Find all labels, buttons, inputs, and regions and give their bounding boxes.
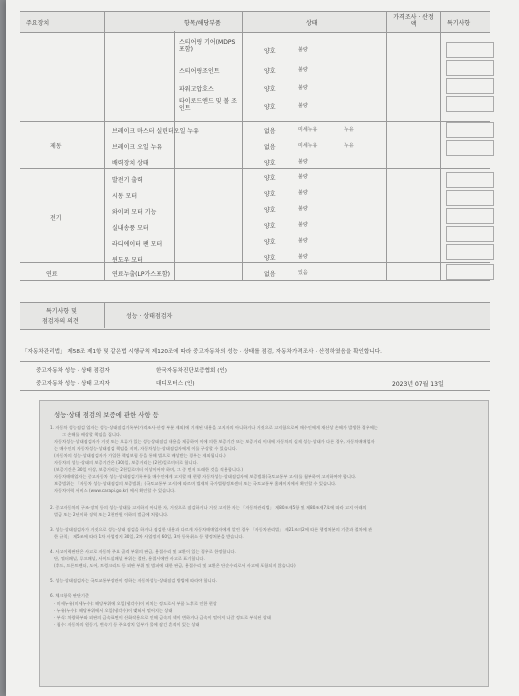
status-opt2-8: 불량: [298, 190, 308, 196]
opinion-label-1: 특기사항 및: [46, 308, 77, 315]
status-opt2-3: 불량: [298, 103, 308, 109]
section-line-fuel-end: [20, 280, 490, 281]
header-status: 상태: [306, 20, 318, 27]
col-line-5: [440, 11, 441, 280]
notice-line: 자동차이력 서비스 (www.carapi.go.kr) 에서 확인할 수 있습니다.: [54, 488, 176, 493]
notice-line: · 침수: 자동차의 원동기, 변속기 등 주요장치 일부가 물에 잠긴 흔적이 있는 상태: [54, 622, 200, 627]
notice-line: 보증범위는 「자동차 성능·상태점검의 보증범위」(국토교통부 고시)에 따르며 법제처 국가법령정보센터 또는 국토교통부 홈페이지에서 확인할 수 있습니다.: [54, 481, 337, 486]
status-opt2-9: 불량: [298, 206, 308, 212]
notice-line: 자동차매매업자는 중고자동차 성능·상태점검기록부를 매수인에게 고지할 때 현행 자동차성능·상태점검자에 보증범위(국토교통부 고시)를 첨부하여 고지하여야 합니다.: [54, 474, 357, 479]
status-opt1-1: 양호: [264, 68, 276, 75]
notifier-signature-value: 대디모터스 (인): [156, 381, 195, 387]
section-line-brake-end: [20, 168, 490, 169]
item-steering-joint: 스티어링조인트: [179, 68, 220, 75]
signature-top-line: [20, 361, 490, 362]
status-opt1-13: 없음: [264, 271, 276, 278]
notes-box-5: [446, 122, 494, 138]
notice-line: 자동차의 성능·상태의 보증기간은 (30)일, 보증거리는 (2천)킬로미터로 합니다.: [54, 460, 198, 465]
status-opt1-11: 양호: [264, 239, 276, 246]
status-opt2-2: 불량: [298, 85, 308, 91]
notes-box-12: [446, 264, 494, 280]
notes-box-8: [446, 190, 494, 206]
header-price-check-text: 가격조사 · 산정액: [393, 14, 434, 28]
status-opt2-4: 미세누유: [298, 127, 318, 133]
status-opt2-1: 불량: [298, 67, 308, 73]
status-opt2-13: 있음: [298, 270, 308, 276]
notice-line: 자동차성능·상태점검자가 거짓 또는 오류가 있는 성능상태점검 내용을 제공하여 이에 의한 보증기간 또는 보증거리 이내에 자동차의 실제 성능·상태가 다른 경우, 자동차매매업자: [54, 439, 375, 444]
header-price-check: [391, 14, 436, 28]
notice-line: 그 손해를 배상할 책임을 집니다.: [62, 432, 122, 437]
notice-line: 벌금 또는 2년이하 징역 또는 2천만원 이하의 벌금에 처합니다.: [54, 512, 169, 517]
item-wiper: 와이퍼 모터 기능: [112, 209, 157, 216]
status-opt1-9: 양호: [264, 207, 276, 214]
notes-box-1: [446, 42, 494, 58]
item-alternator: 발전기 출력: [112, 177, 143, 184]
notice-title: 성능·상태 점검의 보증에 관한 사항 등: [54, 411, 159, 419]
notes-box-4: [446, 96, 494, 112]
notice-line: 1. 자동차 성능점검 업자는 성능·상태점검기록부(가격조사·산정 부분 제외)에 기재된 내용을 고지자의 아니하거나 거짓으로 고지함으로써 매수인에게 재산상 손해가 발생한 경우에는: [50, 425, 378, 430]
notice-line: 4. 사고이력판단은 사고로 자동차 주요 골격 부위의 판금, 용접수리 및 교환이 있는 경우로 한정합니다.: [50, 549, 236, 554]
item-steering-gear-text: 스티어링 기어(MDPS포함): [179, 39, 236, 53]
status-opt1-0: 양호: [264, 48, 276, 55]
confirmation-statement: 「자동차관리법」 제58조 제1항 및 같은법 시행규칙 제120조에 따라 중고자동차의 성능 · 상태를 점검, 자동차가격조사 · 산정하였음을 확인합니다.: [22, 349, 382, 355]
status-opt3-4: 누유: [344, 127, 354, 133]
notes-box-11: [446, 244, 494, 260]
item-power-hose: 파워고압호스: [179, 86, 214, 93]
item-window-motor: 윈도우 모터: [112, 257, 143, 264]
status-opt1-7: 양호: [264, 175, 276, 182]
section-line-electric-end: [20, 262, 490, 263]
col-line-2: [174, 31, 175, 280]
notes-box-6: [446, 140, 494, 156]
notice-line: · 부식: 차량하부와 외판의 금속표면이 산화작용으로 인해 금속의 색이 변하거나 금속이 떨어져 나갈 정도로 부식된 상태: [54, 615, 271, 620]
header-main-device: 주요장치: [26, 20, 50, 27]
notice-line: 한 규칙」 제5조에 따라 1차 사업정지 30일, 2차 사업정지 60일, 3차 등록취소 등 행정처분을 받습니다.: [54, 534, 244, 539]
opinion-label-2: 점검자의 의견: [42, 318, 79, 325]
notice-line: · 누유(누수): 해당부위에서 오일(냉각수)이 맺혀서 떨어지는 상태: [54, 608, 173, 613]
status-opt1-5: 없음: [264, 144, 276, 151]
signature-bottom-line: [20, 390, 490, 391]
inspector-signature-value: 한국자동차진단보증협회 (인): [156, 368, 227, 374]
item-tie-rod-text: 타이로드엔드 및 볼 조인트: [179, 98, 237, 112]
opinion-inspector-label: 성능 · 상태점검자: [126, 313, 173, 320]
notice-line: (자동차의 성능·상태점검자가 가입한 책임보험 등을 통해 법으로 배상받는 경우는 제외됩니다.): [54, 453, 226, 458]
notes-box-3: [446, 78, 494, 94]
item-blower: 실내송풍 모터: [112, 225, 149, 232]
notice-line: 단, 쿼터패널, 루프패널, 사이드실패널 부위는 절단, 용접시에만 사고로 표기합니다.: [54, 556, 205, 561]
item-brake-oil: 브레이크 오일 누유: [112, 144, 163, 151]
notice-line: (후드, 프론트펜더, 도어, 트렁크리드 등 외판 부위 및 범퍼에 대한 판금, 용접수리 및 교환은 단순수리로서 사고에 포함되지 않습니다): [54, 563, 296, 568]
status-opt2-0: 불량: [298, 47, 308, 53]
status-opt1-10: 양호: [264, 223, 276, 230]
status-opt2-7: 불량: [298, 174, 308, 180]
item-tie-rod: [179, 98, 241, 112]
notice-line: 6. 체크항목 판단기준: [50, 593, 90, 598]
status-opt2-10: 불량: [298, 222, 308, 228]
notice-line: 는 매수인의 자동차성능·상태점검 책임을 지며, 자동차성능·상태점검자에게 이를 구상할 수 있습니다.: [54, 446, 238, 451]
notes-box-10: [446, 226, 494, 242]
item-booster: 배력장치 상태: [112, 160, 149, 167]
inspection-document-page: [6, 0, 519, 696]
header-item: 항목/해당부품: [184, 20, 221, 27]
opinion-row: [20, 302, 490, 330]
signature-date: 2023년 07월 13일: [392, 381, 444, 388]
status-opt2-6: 불량: [298, 159, 308, 165]
col-line-4: [386, 11, 387, 280]
status-opt1-6: 양호: [264, 160, 276, 167]
notice-line: 3. 성능·상태점검자가 거짓으로 성능·상태 점검을 하거나 점검한 내용과 다르게 자동차매매업자에게 알린 경우 「자동차관리법」 제21조의2에 따른 행정처분의 기준과 절차에 관: [50, 527, 373, 532]
status-opt2-5: 미세누유: [298, 143, 318, 149]
col-line-1: [104, 11, 105, 280]
notice-line: 2. 중고자동차의 구조·장치 등의 성능·상태를 고지하지 아니한 자, 거짓으로 점검하거나 거짓 고지한 자는 「자동차관리법」 제80조제5항 및 제80조제7호에 따라 고지 아래의: [50, 505, 367, 510]
section-label-fuel: 연료: [46, 271, 58, 278]
notice-line: 5. 성능·상태점검자는 국토교통부장관이 정하는 자동차성능·상태점검 방법에 따라야 합니다.: [50, 578, 217, 583]
section-label-brake: 제동: [50, 143, 62, 150]
item-radiator-fan: 라디에이터 팬 모터: [112, 241, 163, 248]
status-opt1-3: 양호: [264, 104, 276, 111]
notes-box-7: [446, 172, 494, 188]
status-opt3-5: 누유: [344, 143, 354, 149]
inspector-signature-label: 중고자동차 성능 · 상태 점검자: [36, 368, 110, 374]
item-brake-master: 브레이크 마스터 실린더오일 누유: [112, 128, 199, 135]
opinion-divider: [104, 302, 105, 328]
item-steering-gear: [179, 39, 241, 53]
status-opt2-12: 불량: [298, 254, 308, 260]
section-line-steering-end: [20, 121, 490, 122]
status-opt1-12: 양호: [264, 255, 276, 262]
notice-line: · 미세누유(미세누수): 해당부위에 오일(냉각수)이 비치는 정도로서 부품 노후로 인한 현상: [54, 601, 217, 606]
item-fuel-leak: 연료누출(LP가스포함): [112, 271, 171, 278]
notes-box-9: [446, 208, 494, 224]
notice-line: (보증기간은 30일 이상, 보증거리는 2천킬로미터 이상이어야 하며, 그 중 먼저 도래한 것을 적용합니다.): [54, 467, 243, 472]
col-line-3: [242, 11, 243, 280]
notes-box-2: [446, 60, 494, 76]
notifier-signature-label: 중고자동차 성능 · 상태 고지자: [36, 381, 110, 387]
warranty-notice-box: [39, 400, 489, 687]
status-opt1-8: 양호: [264, 191, 276, 198]
item-starter: 시동 모터: [112, 193, 138, 200]
status-opt2-11: 불량: [298, 238, 308, 244]
section-label-electric: 전기: [50, 215, 62, 222]
status-opt1-2: 양호: [264, 86, 276, 93]
header-notes: 특기사항: [447, 20, 471, 27]
status-opt1-4: 없음: [264, 128, 276, 135]
